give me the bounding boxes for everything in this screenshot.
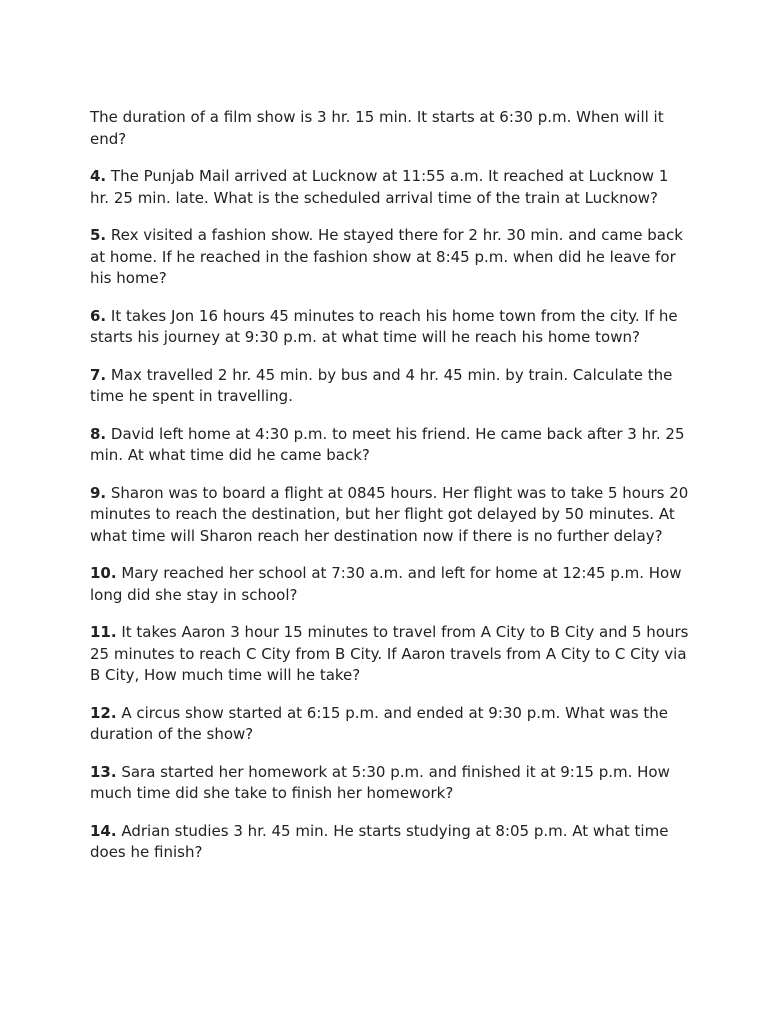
problem-number: 7.: [90, 365, 107, 384]
problem-text: Mary reached her school at 7:30 a.m. and left for home at 12:45 p.m. How long did she stay in school?: [90, 564, 682, 604]
problem-text: Max travelled 2 hr. 45 min. by bus and 4 hr. 45 min. by train. Calculate the time he spent in travelling.: [90, 365, 673, 405]
problem-10: [90, 563, 690, 606]
problem-number: 9.: [90, 483, 107, 502]
problem-text: A circus show started at 6:15 p.m. and ended at 9:30 p.m. What was the duration of the show?: [90, 703, 669, 743]
problem-5: [90, 225, 690, 290]
problem-12: [90, 703, 690, 746]
problem-9: [90, 483, 690, 548]
worksheet-page: [90, 107, 690, 880]
problem-11: [90, 622, 690, 687]
problem-number: 12.: [90, 703, 117, 722]
problem-14: [90, 821, 690, 864]
problem-number: 8.: [90, 424, 107, 443]
problem-6: [90, 306, 690, 349]
problem-number: 13.: [90, 762, 117, 781]
problem-text: The duration of a film show is 3 hr. 15 min. It starts at 6:30 p.m. When will it end?: [90, 108, 664, 148]
problem-number: 4.: [90, 167, 107, 185]
problem-text: It takes Aaron 3 hour 15 minutes to travel from A City to B City and 5 hours 25 minutes to reach C City from B City. If Aaron travels from A City to C City via B City, How much time will he take?: [90, 623, 689, 684]
problem-number: 14.: [90, 821, 117, 840]
problem-text: The Punjab Mail arrived at Lucknow at 11:55 a.m. It reached at Lucknow 1 hr. 25 min. late. What is the scheduled arrival time of the train at Lucknow?: [90, 167, 669, 207]
problem-text: It takes Jon 16 hours 45 minutes to reach his home town from the city. If he starts his journey at 9:30 p.m. at what time will he reach his home town?: [90, 306, 678, 346]
problem-number: 5.: [90, 226, 107, 244]
problem-text: Rex visited a fashion show. He stayed there for 2 hr. 30 min. and came back at home. If he reached in the fashion show at 8:45 p.m. when did he leave for his home?: [90, 226, 683, 287]
problem-4: [90, 166, 690, 209]
problem-7: [90, 365, 690, 408]
problem-8: [90, 424, 690, 467]
problem-text: Sharon was to board a flight at 0845 hours. Her flight was to take 5 hours 20 minutes to reach the destination, but her flight got delayed by 50 minutes. At what time will Sharon reach her destination now if there is no further delay?: [90, 483, 689, 545]
problem-13: [90, 762, 690, 805]
problem-number: 11.: [90, 623, 117, 641]
problem-text: Adrian studies 3 hr. 45 min. He starts studying at 8:05 p.m. At what time does he finish?: [90, 821, 669, 861]
problem-film-show: [90, 107, 690, 150]
problem-text: David left home at 4:30 p.m. to meet his friend. He came back after 3 hr. 25 min. At what time did he came back?: [90, 424, 685, 464]
problem-number: 6.: [90, 306, 107, 325]
problem-text: Sara started her homework at 5:30 p.m. and finished it at 9:15 p.m. How much time did she take to finish her homework?: [90, 762, 670, 802]
problem-number: 10.: [90, 564, 117, 582]
